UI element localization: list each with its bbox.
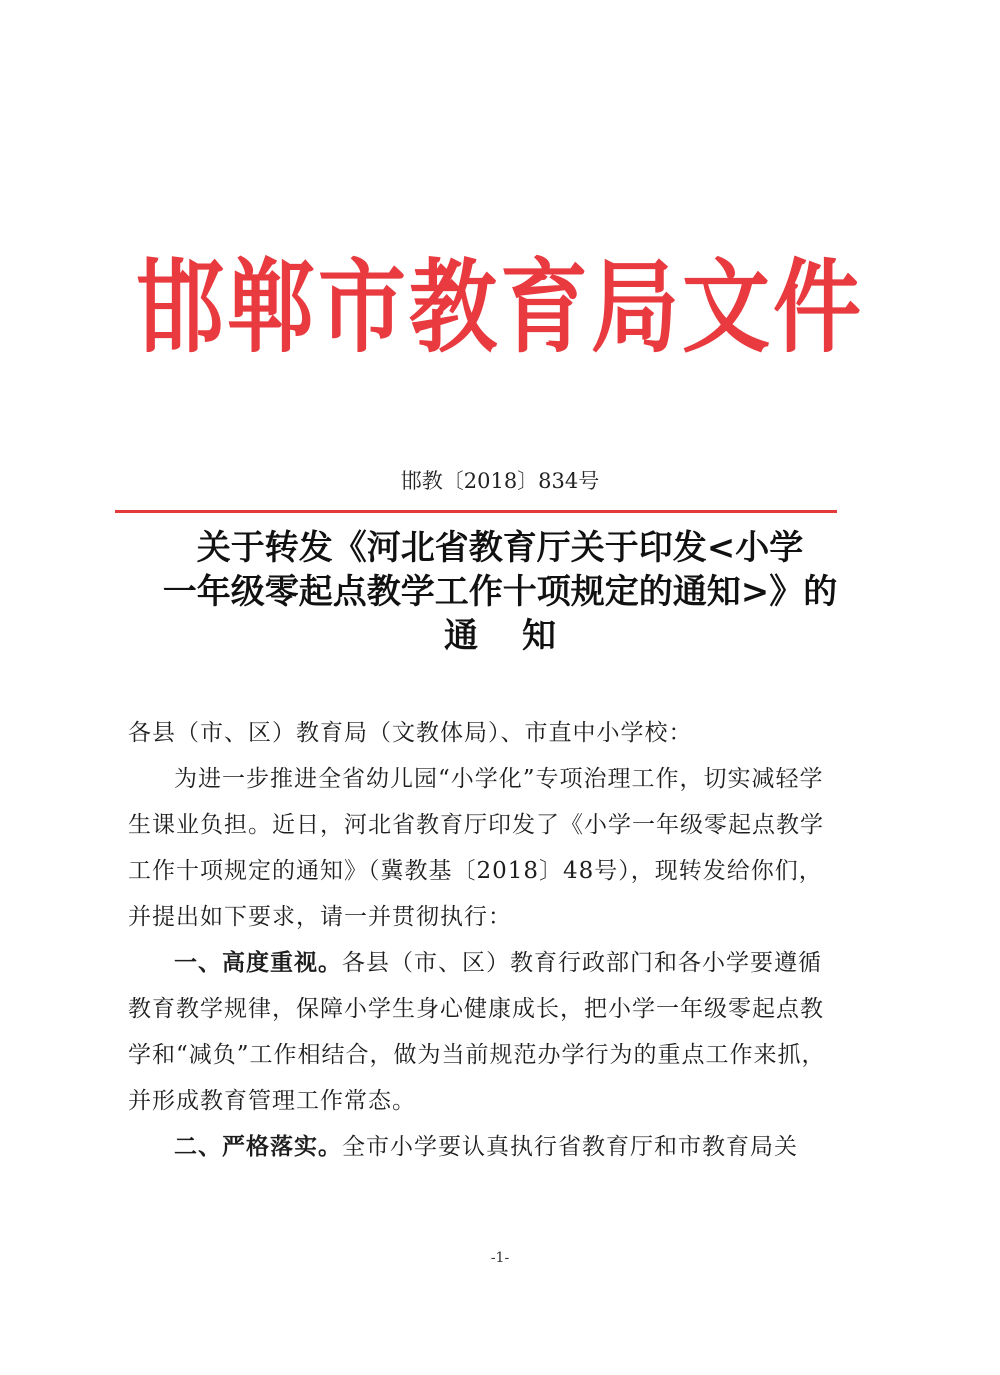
notice-title-line-3: 通知 — [444, 616, 600, 656]
document-number: 邯教〔2018〕834号 — [400, 469, 600, 493]
intro-paragraph: 为进一步推进全省幼儿园“小学化”专项治理工作，切实减轻学生课业负担。近日，河北省教育厅印发了《小学一年级零起点教学工作十项规定的通知》（冀教基〔2018〕48号），现转发给你们，并提出如下要求，请一并贯彻执行： — [128, 766, 824, 930]
item-2-heading: 二、严格落实。 — [174, 1134, 342, 1160]
item-1-heading: 一、高度重视。 — [174, 950, 342, 976]
item-2-text: 全市小学要认真执行省教育厅和市教育局关 — [342, 1134, 798, 1160]
item-1-text: 各县（市、区）教育行政部门和各小学要遵循教育教学规律，保障小学生身心健康成长，把小学一年级零起点教学和“减负”工作相结合，做为当前规范办学行为的重点工作来抓，并形成教育管理工作常态。 — [128, 950, 826, 1114]
notice-title — [120, 526, 880, 658]
page-number: -1- — [490, 1250, 510, 1266]
notice-body — [128, 710, 840, 1170]
issuer-header-title: 邯郸市教育局文件 — [135, 248, 864, 367]
notice-title-line-2: 一年级零起点教学工作十项规定的通知>》的 — [162, 572, 838, 612]
notice-title-line-1: 关于转发《河北省教育厅关于印发<小学 — [196, 528, 804, 568]
item-1-paragraph — [128, 940, 840, 1124]
red-divider-line — [115, 510, 837, 513]
salutation: 各县（市、区）教育局（文教体局）、市直中小学校： — [128, 720, 693, 746]
item-2-paragraph — [128, 1124, 840, 1170]
